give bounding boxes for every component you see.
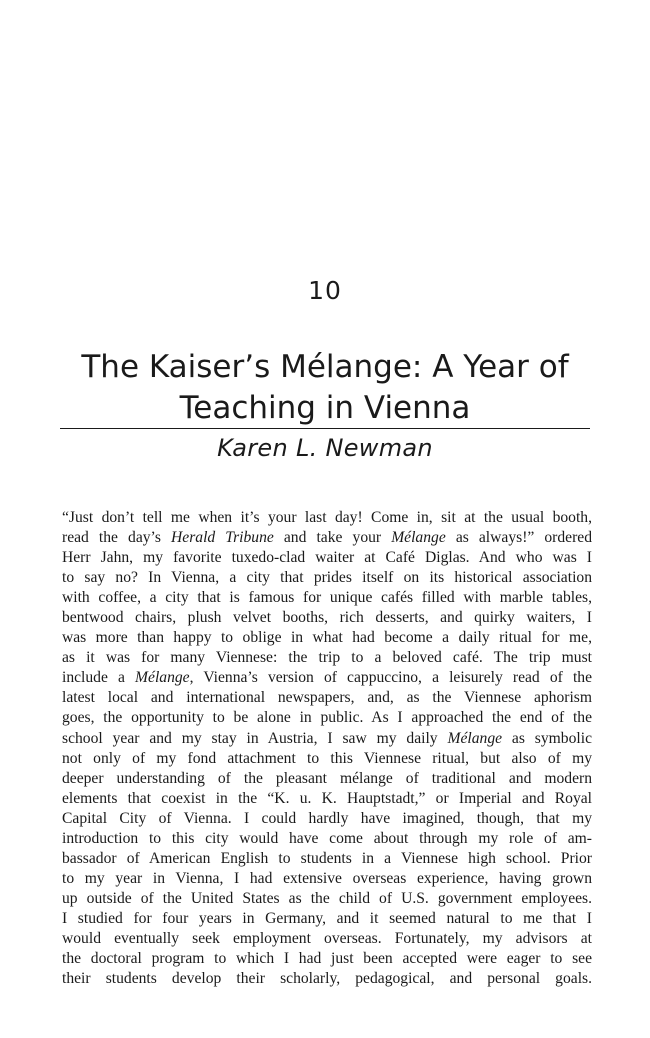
text-line: bentwood chairs, plush velvet booths, rich desserts, and quirky waiters, I [62, 609, 592, 627]
text-line: up outside of the United States as the child of U.S. government employees. [62, 889, 592, 907]
text-line: include a Mélange, Vienna’s version of cappuccino, a leisurely read of the [62, 669, 592, 687]
chapter-title-line-2: Teaching in Vienna [179, 390, 471, 426]
text-line: Herr Jahn, my favorite tuxedo-clad waiter at Café Diglas. And who was I [62, 549, 592, 567]
text-line: as it was for many Viennese: the trip to a beloved café. The trip must [62, 649, 592, 667]
chapter-title-line-1: The Kaiser’s Mélange: A Year of [81, 349, 569, 385]
text-line: Capital City of Vienna. I could hardly have imagined, though, that my [62, 809, 592, 827]
chapter-author: Karen L. Newman [217, 434, 433, 462]
text-line: read the day’s Herald Tribune and take your Mélange as always!” ordered [62, 529, 592, 547]
text-line: would eventually seek employment overseas. Fortunately, my advisors at [62, 929, 592, 947]
text-line: the doctoral program to which I had just been accepted were eager to see [62, 950, 592, 968]
text-line: I studied for four years in Germany, and it seemed natural to me that I [62, 909, 592, 927]
text-line: “Just don’t tell me when it’s your last day! Come in, sit at the usual booth, [62, 509, 592, 526]
text-line: school year and my stay in Austria, I saw my daily Mélange as symbolic [62, 729, 592, 747]
text-line: introduction to this city would have come about through my role of am- [62, 829, 592, 847]
body-paragraph [62, 508, 592, 989]
text-line: their students develop their scholarly, pedagogical, and personal goals. [62, 970, 592, 988]
title-divider [60, 428, 590, 429]
text-line: goes, the opportunity to be alone in public. As I approached the end of the [62, 709, 592, 727]
chapter-title [60, 347, 590, 429]
text-line: not only of my fond attachment to this Viennese ritual, but also of my [62, 749, 592, 767]
text-line: latest local and international newspapers, and, as the Viennese aphorism [62, 689, 592, 707]
text-line: to my year in Vienna, I had extensive overseas experience, having grown [62, 869, 592, 887]
text-line: to say no? In Vienna, a city that prides itself on its historical association [62, 569, 592, 587]
text-line: was more than happy to oblige in what had become a daily ritual for me, [62, 629, 592, 647]
text-line: deeper understanding of the pleasant mélange of traditional and modern [62, 769, 592, 787]
text-line: elements that coexist in the “K. u. K. Hauptstadt,” or Imperial and Royal [62, 789, 592, 807]
text-line: bassador of American English to students in a Viennese high school. Prior [62, 849, 592, 867]
text-line: with coffee, a city that is famous for unique cafés filled with marble tables, [62, 589, 592, 607]
chapter-number: 10 [308, 276, 342, 305]
